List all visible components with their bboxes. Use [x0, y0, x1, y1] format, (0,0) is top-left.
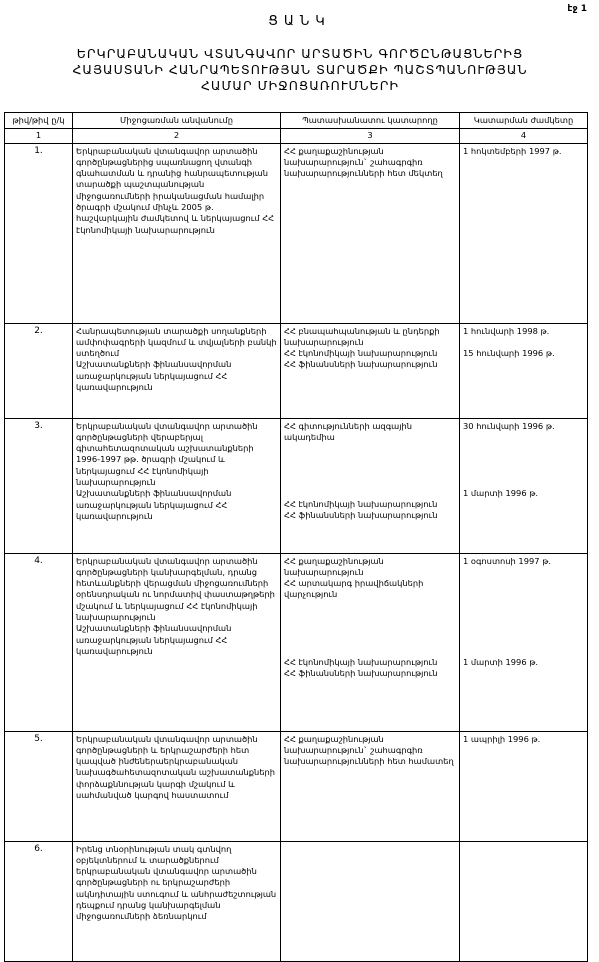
heading-line-2: ՀԱՅԱՍՏԱՆԻ ՀԱՆՐԱՊԵՏՈՒԹՅԱՆ ՏԱՐԱԾՔԻ ՊԱՇՏՊԱՆՈՒԹՅԱՆ: [72, 62, 528, 77]
column-number: 2: [73, 129, 281, 143]
column-number-row: [5, 129, 588, 143]
executor-part: ՀՀ ֆինանսների նախարարություն: [284, 359, 438, 370]
executor-part: ՀՀ ֆինանսների նախարարություն: [284, 510, 438, 521]
header-measure-name: Միջոցառման անվանումը: [73, 113, 281, 129]
executor-part: ՀՀ էկոնոմիկայի նախարարություն: [284, 499, 438, 510]
row-number: 5.: [5, 731, 73, 841]
deadline-part: 15 հունվարի 1996 թ.: [463, 348, 555, 359]
header-executor: Պատասխանատու կատարողը: [281, 113, 460, 129]
measure-name: [73, 418, 281, 553]
deadline-part: 30 հունվարի 1996 թ.: [463, 420, 555, 431]
column-number: 4: [460, 129, 588, 143]
document-title: ՑԱՆԿ: [268, 14, 331, 29]
executor-part: ՀՀ բնապահպանության և ընդերքի նախարարություն: [284, 325, 440, 347]
document-heading: [30, 46, 570, 94]
column-number: 1: [5, 129, 73, 143]
page-number: էջ 1: [567, 4, 587, 14]
measure-name-part: Աշխատանքների ֆինանսավորման առաջարկության ներկայացում ՀՀ կառավարություն: [76, 623, 232, 656]
row-number: 6.: [5, 841, 73, 961]
deadline-part: 1 մարտի 1996 թ.: [463, 656, 539, 667]
table-row: [5, 553, 588, 731]
measure-name: Երկրաբանական վտանգավոր արտածին գործընթացների և երկրաշարժերի հետ կապված ինժեներաերկրաբանական նախագծահետազոտական աշխատանքների փորձաքննության կարգի մշակում և սահմանված կարգով հաստատում: [73, 731, 281, 841]
executor-part: ՀՀ էկոնոմիկայի նախարարություն: [284, 348, 438, 359]
executor: ՀՀ քաղաքաշինության նախարարություն` շահագրգիռ նախարարությունների հետ մեկտեղ: [281, 143, 460, 323]
heading-line-3: ՀԱՄԱՐ ՄԻՋՈՑԱՌՈՒՄՆԵՐԻ: [200, 78, 400, 93]
row-number: 1.: [5, 143, 73, 323]
measures-table: [4, 112, 588, 962]
row-number: 2.: [5, 323, 73, 418]
measure-name-part: Երկրաբանական վտանգավոր արտածին գործընթացների վերաբերյալ գիտահետազոտական աշխատանքների 1996-1997 թթ. ծրագրի մշակում և ներկայացում ՀՀ էկոնոմիկայի նախարարություն: [76, 420, 258, 488]
table-row: [5, 418, 588, 553]
measure-name: Երկրաբանական վտանգավոր արտածին գործընթացներից սպառնացող վտանգի գնահատման և դրանից հանրապետության տարածքի պաշտպանության միջոցառումների իրականացման համալիր ծրագրի մշակում մինչև 2005 թ. հաշվարկային ժամկետով և ներկայացում ՀՀ էկոնոմիկայի նախարարություն: [73, 143, 281, 323]
deadline: [460, 553, 588, 731]
executor: [281, 841, 460, 961]
measure-name: Իրենց տնօրինության տակ գտնվող օբյեկտներում և տարածքներում երկրաբանական վտանգավոր արտածին գործընթացների ու երկրաշարժերի ակնդիտային ստուգում և անհրաժեշտության դեպքում դրանց կանխարգելման միջոցառումների ձեռնարկում: [73, 841, 281, 961]
measure-name: [73, 553, 281, 731]
executor-part: ՀՀ գիտությունների ազգային ակադեմիա: [284, 420, 413, 442]
measure-name: [73, 323, 281, 418]
executor-part: ՀՀ արտակարգ իրավիճակների վարչություն: [284, 578, 424, 600]
deadline-part: 1 հունվարի 1998 թ.: [463, 325, 550, 336]
table-row: [5, 323, 588, 418]
deadline: [460, 841, 588, 961]
measure-name-part: Երկրաբանական վտանգավոր արտածին գործընթացների կանխարգելման, դրանց հետևանքների վերացման միջոցառումների օրենսդրական ու նորմատիվ փաստաթղթերի մշակում և ներկայացում ՀՀ էկոնոմիկայի նախարարություն: [76, 555, 275, 623]
table-header-row: [5, 113, 588, 129]
executor: [281, 553, 460, 731]
executor-part: ՀՀ էկոնոմիկայի նախարարություն: [284, 656, 438, 667]
executor-part: ՀՀ ֆինանսների նախարարություն: [284, 668, 438, 679]
row-number: 4.: [5, 553, 73, 731]
deadline: 1 ապրիլի 1996 թ.: [460, 731, 588, 841]
executor-part: ՀՀ քաղաքաշինության նախարարություն: [284, 555, 384, 577]
measure-name-part: Աշխատանքների ֆինանսավորման առաջարկության ներկայացում ՀՀ կառավարություն: [76, 359, 232, 393]
deadline: [460, 418, 588, 553]
deadline-part: 1 մարտի 1996 թ.: [463, 487, 539, 498]
header-deadline: Կատարման ժամկետը: [460, 113, 588, 129]
executor: [281, 323, 460, 418]
deadline: [460, 323, 588, 418]
header-number: թիվ/թիվ ը/կ: [5, 113, 73, 129]
table-row: [5, 841, 588, 961]
measure-name-part: Հանրապետության տարածքի սողանքների ամփոփագրերի կազմում և տվյալների բանկի ստեղծում: [76, 325, 277, 359]
row-number: 3.: [5, 418, 73, 553]
deadline-part: 1 օգոստոսի 1997 թ.: [463, 555, 551, 566]
table-row: [5, 731, 588, 841]
executor: [281, 418, 460, 553]
measure-name-part: Աշխատանքների ֆինանսավորման առաջարկության ներկայացում ՀՀ կառավարություն: [76, 488, 232, 521]
column-number: 3: [281, 129, 460, 143]
deadline: 1 հոկտեմբերի 1997 թ.: [460, 143, 588, 323]
table-row: [5, 143, 588, 323]
heading-line-1: ԵՐԿՐԱԲԱՆԱԿԱՆ ՎՏԱՆԳԱՎՈՐ ԱՐՏԱԾԻՆ ԳՈՐԾԸՆԹԱՑՆԵՐԻՑ: [76, 46, 524, 61]
executor: ՀՀ քաղաքաշինության նախարարություն` շահագրգիռ նախարարությունների հետ համատեղ: [281, 731, 460, 841]
